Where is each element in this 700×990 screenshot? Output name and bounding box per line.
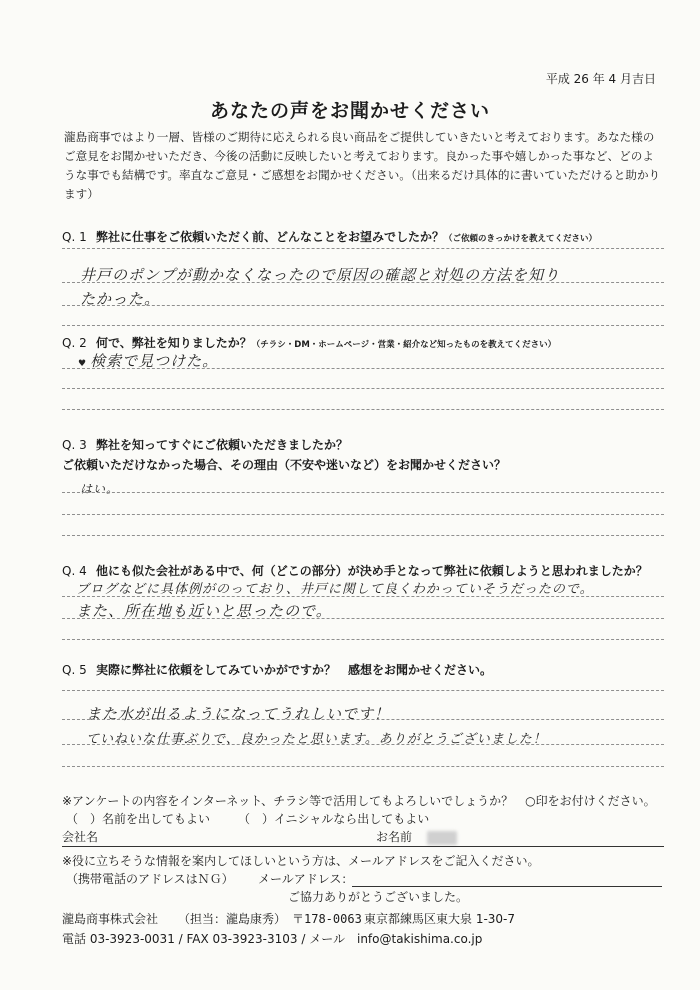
question-number: Q. 2	[62, 336, 87, 350]
page-title: あなたの声をお聞かせください	[209, 100, 490, 122]
footer-company: 瀧島商事株式会社	[62, 912, 159, 926]
heart-icon: ♥	[78, 359, 88, 369]
option-name-ok[interactable]: （ ）名前を出してもよい	[66, 812, 211, 826]
option-initial-ok[interactable]: （ ）イニシャルなら出してもよい	[238, 812, 430, 826]
email-field[interactable]	[352, 886, 662, 887]
thanks-message: ご協力ありがとうございました。	[288, 890, 469, 904]
footer-phone-line: 電話 03-3923-0031 / FAX 03-3923-3103 / メール info@takishima.co.jp	[62, 932, 483, 946]
question-text: 他にも似た会社がある中で、何（どこの部分）が決め手となって弊社に依頼しようと思われましたか？	[96, 564, 648, 578]
footer-address: 東京都練馬区東大泉 1-30-7	[364, 912, 516, 926]
question-note: （チラシ・DM・ホームページ・営業・紹介など知ったものを教えてください）	[251, 340, 557, 350]
question-number: Q. 5	[62, 663, 87, 677]
info-request: ※役に立ちそうな情報を案内してほしいという方は、メールアドレスをご記入ください。	[62, 854, 540, 868]
question-number: Q. 4	[62, 564, 87, 578]
intro-text: 瀧島商事ではより一層、皆様のご期待に応えられる良い商品をご提供していきたいと考えております。あなた様のご意見をお聞かせいただき、今後の活動に反映したいと考えております。良かった事や嬉しかった事など、どのような事でも結構です。率直なご意見・ご感想をお聞かせください。（出来るだけ具体的に書いていただけると助かります）	[64, 130, 661, 201]
mobile-note: （携帯電話のアドレスはＮＧ）	[66, 872, 234, 886]
answer-1-line-2: たかった。	[80, 290, 161, 308]
answer-4-line-2: また、所在地も近いと思ったので。	[76, 602, 332, 620]
name-label-text: お名前	[376, 830, 413, 844]
question-3	[62, 436, 348, 453]
question-1	[62, 228, 597, 245]
email-label: メールアドレス：	[258, 872, 354, 886]
name-label	[376, 828, 457, 845]
footer-contact: （担当：瀧島康秀）	[178, 912, 287, 926]
question-number: Q. 1	[62, 230, 87, 244]
question-text: 弊社に仕事をご依頼いただく前、どんなことをお望みでしたか？	[96, 230, 445, 244]
question-text: 実際に弊社に依頼をしてみていかがですか？ 感想をお聞かせください。	[96, 663, 493, 677]
question-5	[62, 661, 492, 678]
answer-3-line-1: はい。	[80, 482, 120, 496]
question-text: 何で、弊社を知りましたか？	[96, 336, 252, 350]
question-text: 弊社を知ってすぐにご依頼いただきましたか？	[96, 438, 349, 452]
permission-question: ※アンケートの内容をインターネット、チラシ等で活用してもよろしいでしょうか？ ○印をお付けください。	[62, 794, 656, 808]
answer-text: 検索で見つけた。	[90, 352, 219, 370]
document-date: 平成 26 年 4 月吉日	[545, 72, 656, 86]
question-4	[62, 562, 648, 579]
answer-4-line-1: ブログなどに具体例がのっており、井戸に関して良くわかっていそうだったので。	[76, 582, 594, 597]
answer-5-line-1: また水が出るようになってうれしいです！	[86, 705, 391, 723]
company-label: 会社名	[62, 830, 99, 844]
question-number: Q. 3	[62, 438, 87, 452]
question-3-sub: ご依頼いただけなかった場合、その理由（不安や迷いなど）をお聞かせください？	[62, 458, 507, 472]
redacted-name	[427, 831, 457, 845]
question-note: （ご依頼のきっかけを教えてください）	[444, 234, 598, 244]
footer-postal: 〒178-0063	[292, 912, 362, 926]
answer-5-line-2: ていねいな仕事ぶりで、良かったと思います。ありがとうございました！	[86, 732, 547, 747]
answer-1-line-1: 井戸のポンプが動かなくなったので原因の確認と対処の方法を知り	[80, 266, 561, 284]
question-2	[62, 334, 556, 351]
